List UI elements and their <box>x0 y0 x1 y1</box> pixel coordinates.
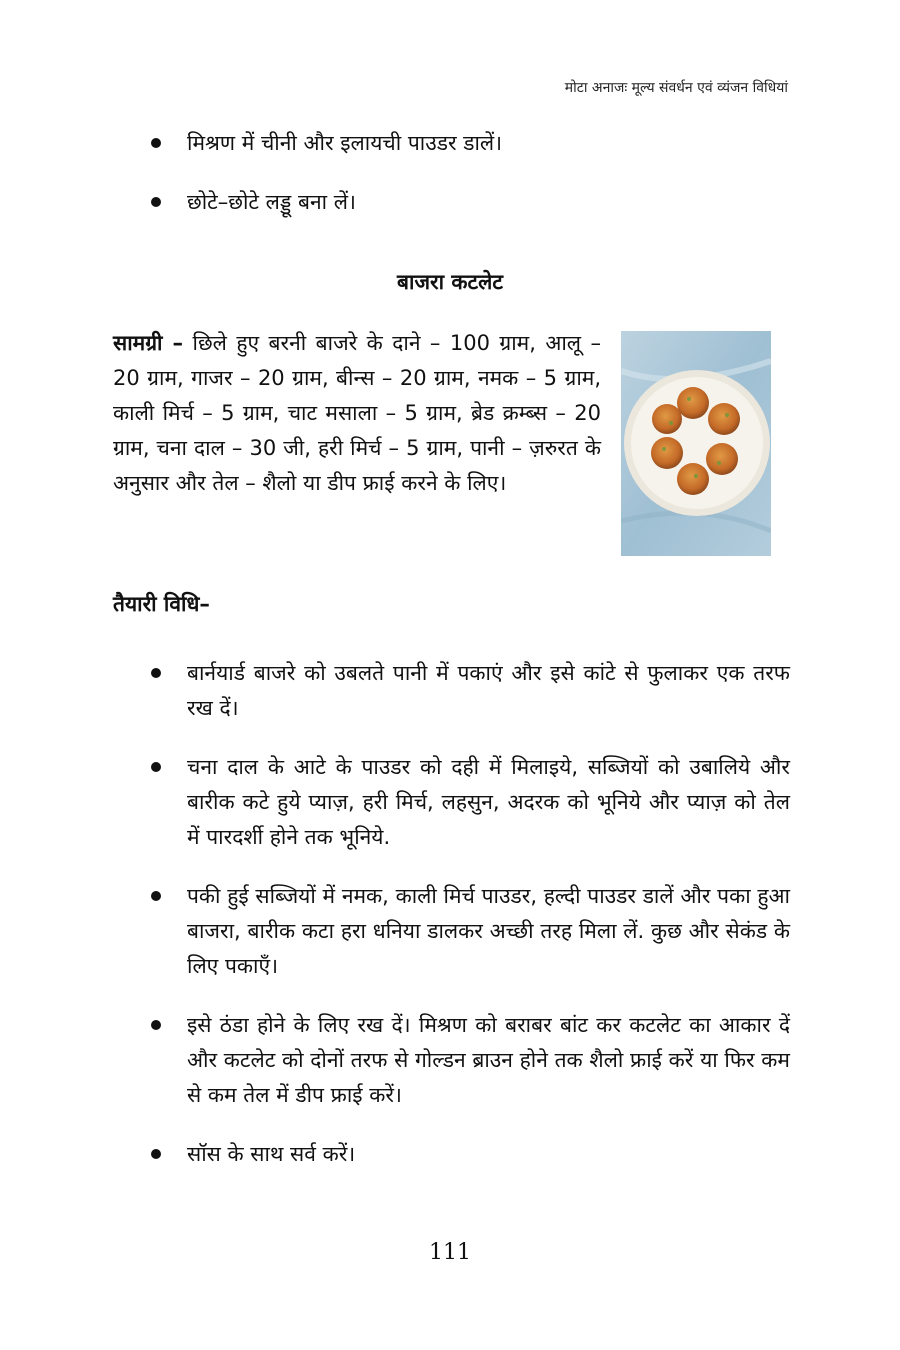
ingredients-paragraph <box>113 326 601 501</box>
bullet-icon <box>151 891 161 901</box>
bullet-icon <box>151 138 161 148</box>
list-item <box>113 185 790 220</box>
preparation-steps-list <box>113 656 790 1196</box>
cutlet <box>651 437 683 469</box>
step-text: मिश्रण में चीनी और इलायची पाउडर डालें। <box>187 131 503 155</box>
cutlet <box>708 403 740 435</box>
bullet-icon <box>151 1020 161 1030</box>
ingredients-text: छिले हुए बरनी बाजरे के दाने – 100 ग्राम, आलू – 20 ग्राम, गाजर – 20 ग्राम, बीन्स – 20 ग्राम, नमक – 5 ग्राम, काली मिर्च – 5 ग्राम, चाट मसाला – 5 ग्राम, ब्रेड क्रम्ब्स – 20 ग्राम, चना दाल – 30 जी, हरी मिर्च – 5 ग्राम, पानी – ज़रुरत के अनुसार और तेल – शैलो या डीप फ्राई करने के लिए। <box>113 331 601 495</box>
page-number: 111 <box>429 1240 471 1265</box>
intro-steps-list <box>113 126 790 244</box>
list-item <box>113 879 790 984</box>
bullet-icon <box>151 1149 161 1159</box>
step-text: इसे ठंडा होने के लिए रख दें। मिश्रण को बराबर बांट कर कटलेट का आकार दें और कटलेट को दोनों तरफ से गोल्डन ब्राउन होने तक शैलो फ्राई करें या फिर कम से कम तेल में डीप फ्राई करें। <box>187 1013 790 1107</box>
preparation-heading: तैयारी विधि– <box>113 592 210 616</box>
cutlet <box>677 387 709 419</box>
list-item <box>113 1137 790 1172</box>
bullet-icon <box>151 197 161 207</box>
cutlet <box>677 463 709 495</box>
cutlet <box>706 443 738 475</box>
bullet-icon <box>151 762 161 772</box>
step-text: छोटे–छोटे लड्डू बना लें। <box>187 190 356 214</box>
step-text: बार्नयार्ड बाजरे को उबलते पानी में पकाएं और इसे कांटे से फुलाकर एक तरफ रख दें। <box>187 661 790 720</box>
step-text: पकी हुई सब्जियों में नमक, काली मिर्च पाउडर, हल्दी पाउडर डालें और पका हुआ बाजरा, बारीक कटा हरा धनिया डालकर अच्छी तरह मिला लें. कुछ और सेकंड के लिए पकाएँ। <box>187 884 790 978</box>
cutlet <box>652 404 682 434</box>
list-item <box>113 126 790 161</box>
running-header: मोटा अनाजः मूल्य संवर्धन एवं व्यंजन विधियां <box>564 80 788 96</box>
step-text: सॉस के साथ सर्व करें। <box>187 1142 356 1166</box>
step-text: चना दाल के आटे के पाउडर को दही में मिलाइये, सब्जियों को उबालिये और बारीक कटे हुये प्याज़, हरी मिर्च, लहसुन, अदरक को भूनिये और प्याज़ को तेल में पारदर्शी होने तक भूनिये. <box>187 755 790 849</box>
recipe-title: बाजरा कटलेट <box>397 270 503 294</box>
list-item <box>113 750 790 855</box>
ingredients-label: सामग्री – <box>113 331 184 355</box>
list-item <box>113 1008 790 1113</box>
cutlet-dish-photo <box>621 331 771 556</box>
bullet-icon <box>151 668 161 678</box>
list-item <box>113 656 790 726</box>
